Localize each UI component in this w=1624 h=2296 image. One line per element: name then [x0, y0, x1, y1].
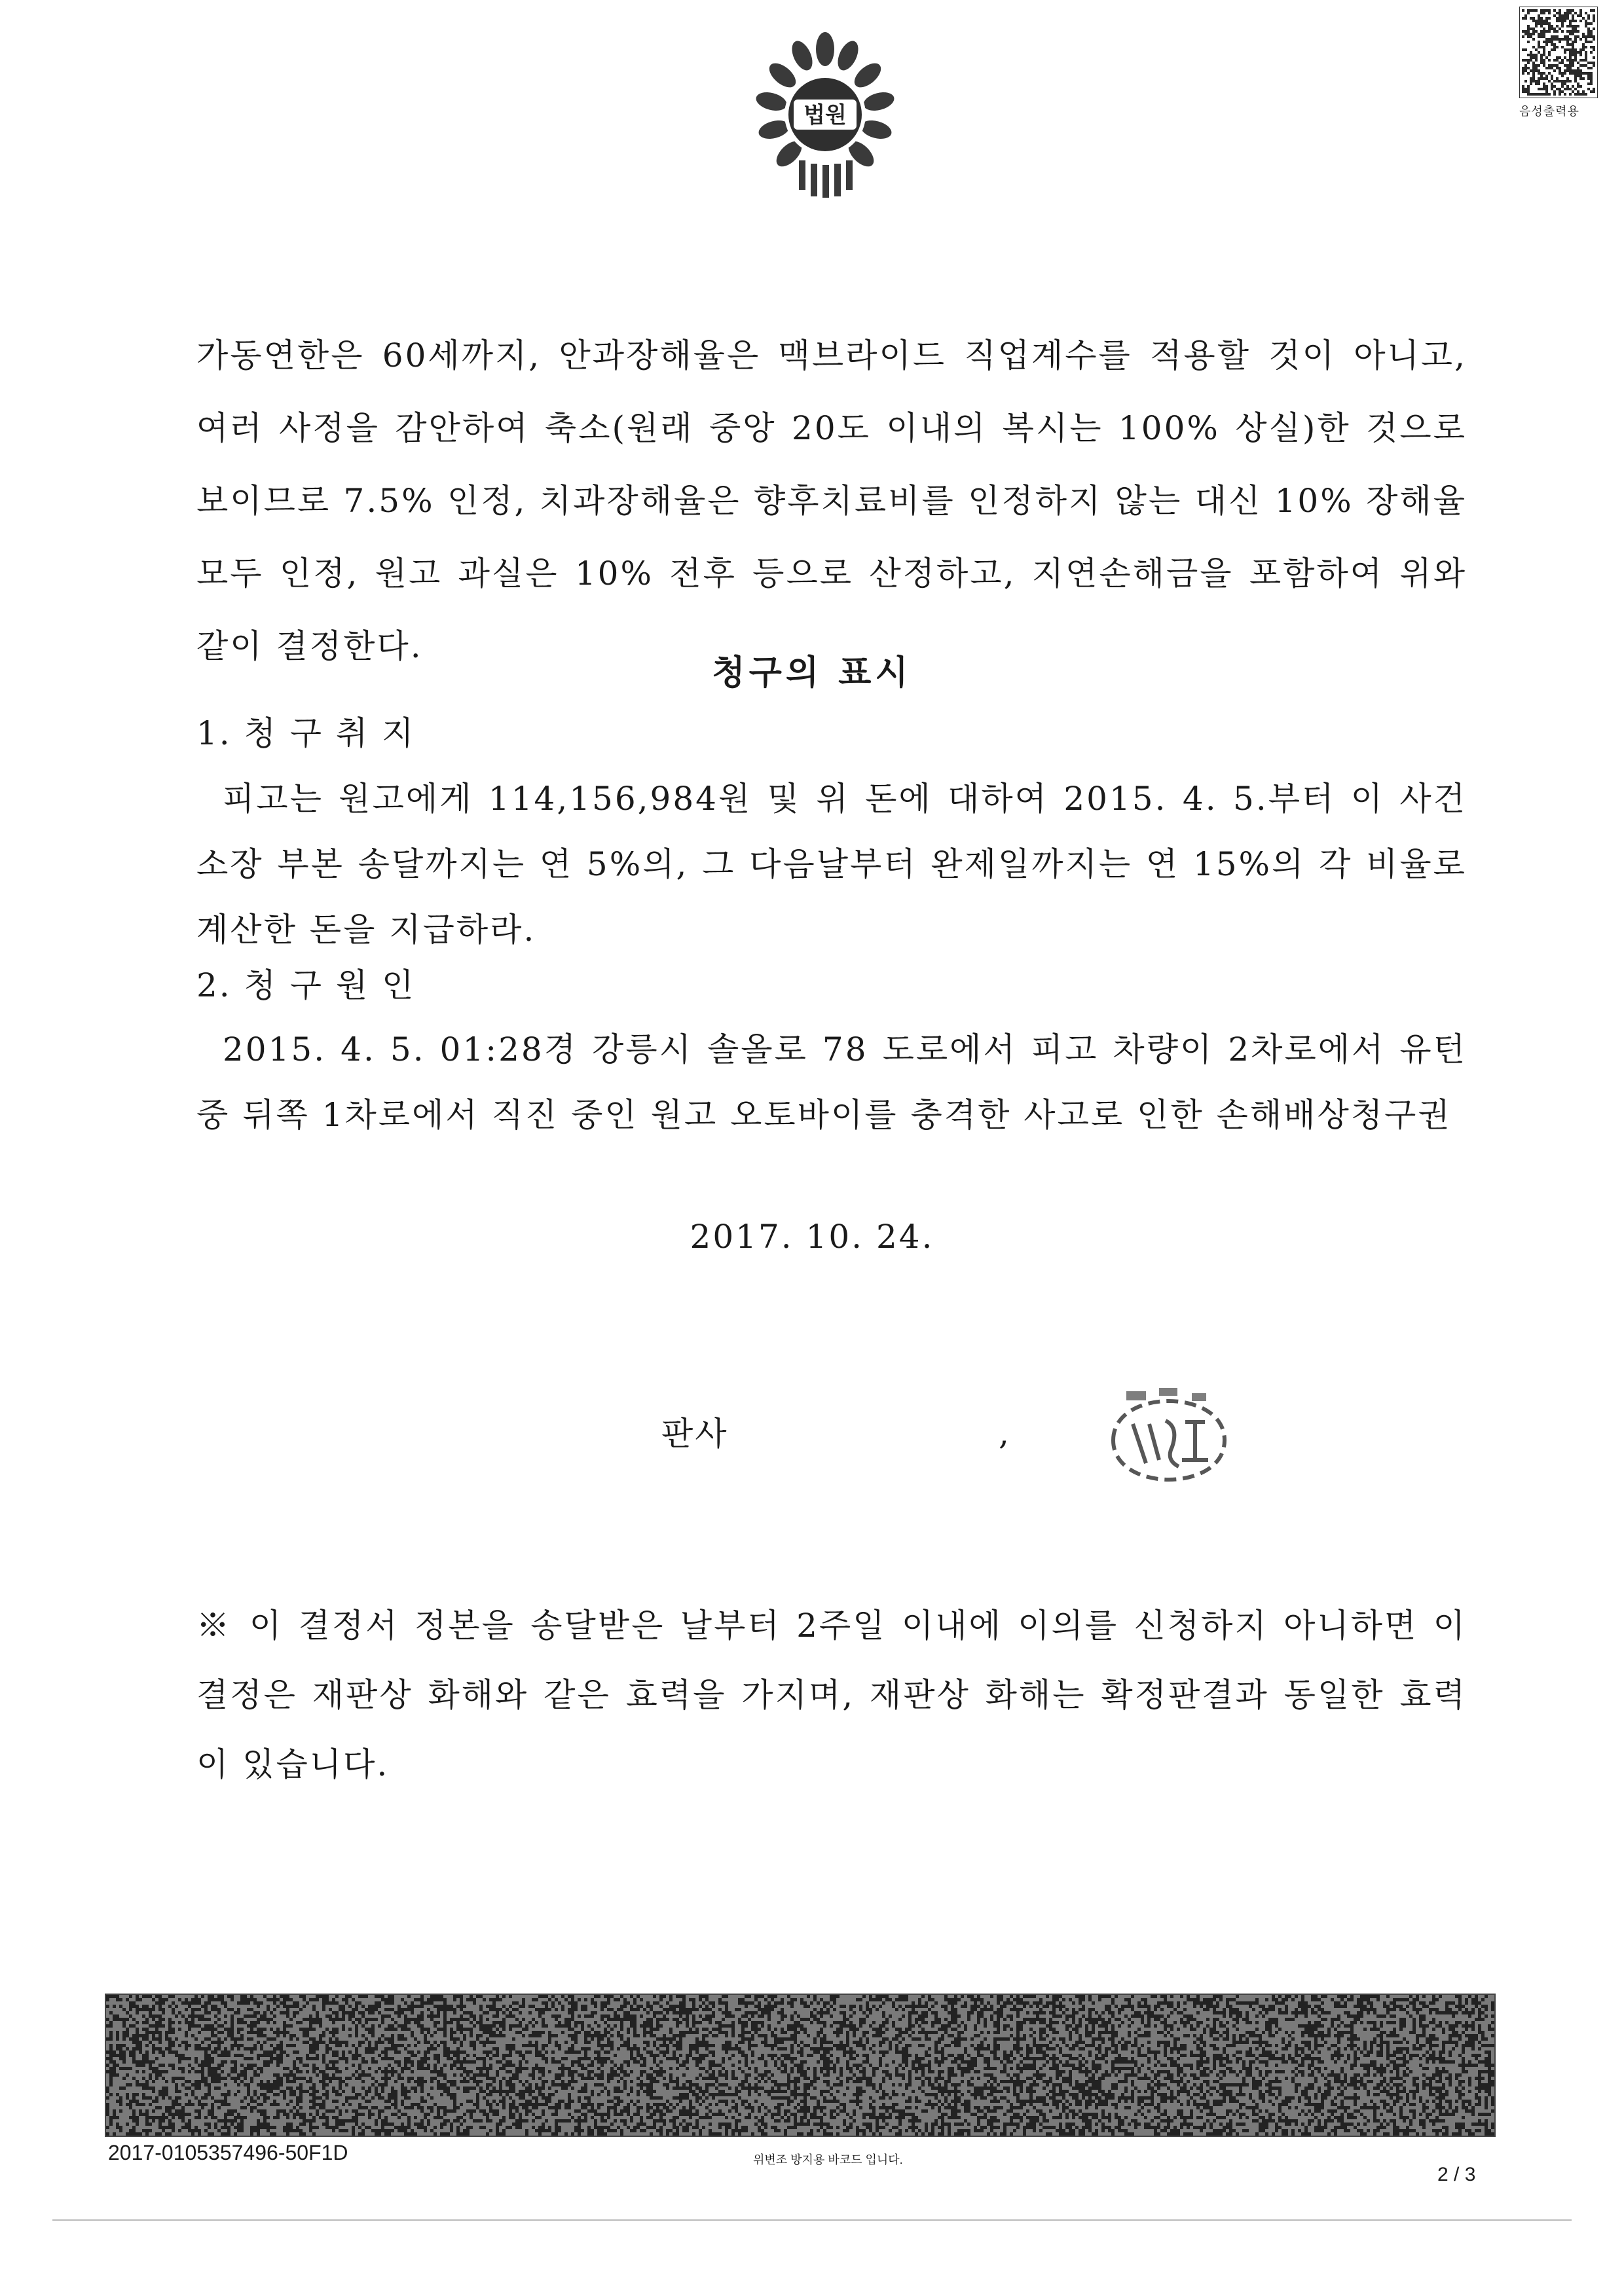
notice-paragraph: ※ 이 결정서 정본을 송달받은 날부터 2주일 이내에 이의를 신청하지 아니하면 이 결정은 재판상 화해와 같은 효력을 가지며, 재판상 화해는 확정판결과 동일한 효력이 있습니다.: [196, 1607, 1467, 1783]
judge-comma: ,: [999, 1414, 1011, 1452]
court-emblem: [747, 26, 904, 203]
qr-caption: 음성출력용: [1519, 105, 1579, 118]
judge-seal-stamp: [1087, 1362, 1251, 1519]
claim-cause-heading: 2. 청 구 원 인: [196, 966, 416, 1004]
claim-cause-text: 2015. 4. 5. 01:28경 강릉시 솔올로 78 도로에서 피고 차량이 2차로에서 유턴 중 뒤쪽 1차로에서 직진 중인 원고 오토바이를 충격한 사고로 인한 손해배상청구권: [196, 1030, 1467, 1134]
page-number: 2 / 3: [1437, 2164, 1476, 2185]
reasoning-paragraph: 가동연한은 60세까지, 안과장해율은 맥브라이드 직업계수를 적용할 것이 아니고, 여러 사정을 감안하여 축소(원래 중앙 20도 이내의 복시는 100% 상실)한 것으로 보이므로 7.5% 인정, 치과장해율은 향후치료비를 인정하지 않는 대신 10% 장해율 모두 인정, 원고 과실은 10% 전후 등으로 산정하고, 지연손해금을 포함하여 위와 같이 결정한다.: [196, 337, 1467, 665]
judge-label: 판사: [661, 1415, 729, 1453]
anti-forgery-barcode: [105, 1994, 1496, 2137]
qr-code: [1519, 7, 1604, 118]
decision-date: 2017. 10. 24.: [690, 1218, 934, 1256]
qr-code-icon: [1519, 7, 1598, 98]
document-id: 2017-0105357496-50F1D: [108, 2141, 348, 2164]
emblem-text: 법원: [803, 103, 847, 128]
section-title: 청구의 표시: [712, 653, 912, 693]
claim-purpose-heading: 1. 청 구 취 지: [196, 714, 416, 752]
claim-purpose-text: 피고는 원고에게 114,156,984원 및 위 돈에 대하여 2015. 4. 5.부터 이 사건 소장 부본 송달까지는 연 5%의, 그 다음날부터 완제일까지는 연 15%의 각 비율로 계산한 돈을 지급하라.: [196, 780, 1467, 949]
seal-stamp-icon: [1087, 1362, 1251, 1519]
bottom-rule: [52, 2219, 1572, 2221]
barcode-noise: [106, 1995, 1494, 2136]
barcode-caption: 위변조 방지용 바코드 입니다.: [753, 2153, 903, 2166]
